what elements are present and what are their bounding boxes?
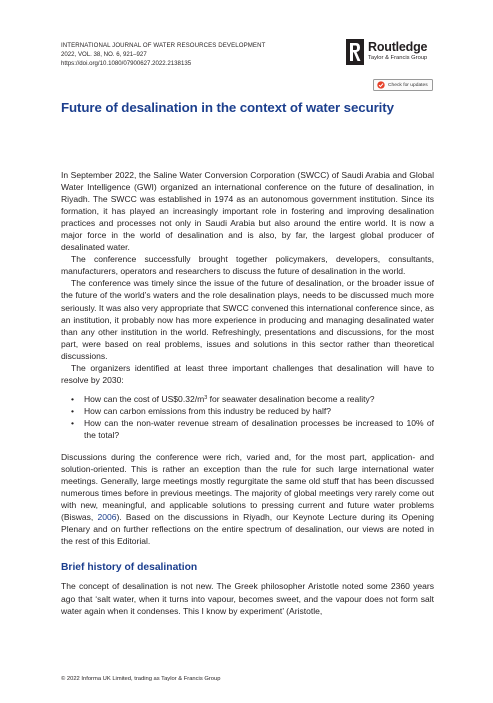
article-title: Future of desalination in the context of water security xyxy=(61,100,394,115)
paragraph: The conference successfully brought together policymakers, developers, consultants, manufacturers, operators and researchers to discuss the future of desalination in the world. xyxy=(61,254,434,277)
doi-link[interactable]: https://doi.org/10.1080/07900627.2022.2138135 xyxy=(61,60,192,67)
section-heading: Brief history of desalination xyxy=(61,562,198,574)
paragraph: Discussions during the conference were rich, varied and, for the most part, application- and solution-oriented. This is rather an exception than the rule for such large international water meetings. Generally, large meetings mostly regurgitate the same old stuff that has been discussed numerous times before in previous meetings. The majority of global meetings very rarely come out with new, meaningful, and applicable solutions to pressing current and future water problems (Biswas, 2006). Based on the discussions in Riyadh, our Keynote Lecture during its Opening Plenary and on further reflections on the entire spectrum of desalination, our views are noted in the rest of this Editorial. xyxy=(61,452,434,547)
list-item: • How can carbon emissions from this industry be reduced by half? xyxy=(61,405,434,417)
check-updates-label: Check for updates xyxy=(388,82,428,88)
article-body xyxy=(61,169,434,617)
journal-name: INTERNATIONAL JOURNAL OF WATER RESOURCES DEVELOPMENT xyxy=(61,42,266,49)
publisher-logo xyxy=(346,39,446,69)
list-item: • How can the cost of $US\$0.32/m^3$ for seawater desalination become a reality? xyxy=(61,393,434,405)
publisher-name: Routledge xyxy=(368,40,428,54)
paragraph: The concept of desalination is not new. The Greek philosopher Aristotle noted some 2360 years ago that ‘salt water, when it turns into vapour, becomes sweet, and the vapour does not form salt water again when it condenses. This I know by experiment’ (Aristotle, xyxy=(61,581,434,616)
list-item: • How can the non-water revenue stream of desalination processes be increased to 10% of the total? xyxy=(61,417,434,441)
paragraph: The organizers identified at least three important challenges that desalination will have to resolve by 2030: xyxy=(61,362,434,385)
copyright-footer: © 2022 Informa UK Limited, trading as Taylor & Francis Group xyxy=(61,676,221,682)
paragraph: In September 2022, the Saline Water Conversion Corporation (SWCC) of Saudi Arabia and Global Water Intelligence (GWI) organized an international conference on the future of desalination, in Riyadh. The SWCC was established in 1974 as an autonomous government institution. Since its formation, it has played an increasingly important role in fostering and improving desalination practices and processes not only in Saudi Arabia but also around the entire world. It is now a major force in the world of desalination and is also, by far, the largest global producer of desalinated water. xyxy=(61,170,434,253)
check-updates-icon xyxy=(377,81,385,89)
challenges-list xyxy=(61,393,434,441)
check-for-updates-button[interactable] xyxy=(373,79,433,91)
volume-info: 2022, VOL. 38, NO. 6, 921–927 xyxy=(61,51,147,58)
paragraph: The conference was timely since the issue of the future of desalination, or the broader issue of the future of the world’s waters and the role desalination plays, needs to be discussed much more seriously. It was also very appropriate that SWCC convened this international conference since, as an institution, it probably now has more experience in producing and managing desalinated water than any other institution in the world. Refreshingly, presentations and discussions, for the most part, were based on real problems, issues and solutions in this sector rather than theoretical discussions. xyxy=(61,278,434,361)
citation-link[interactable]: 2006 xyxy=(97,512,117,523)
publisher-group: Taylor & Francis Group xyxy=(368,55,428,61)
routledge-r-icon xyxy=(346,39,364,65)
